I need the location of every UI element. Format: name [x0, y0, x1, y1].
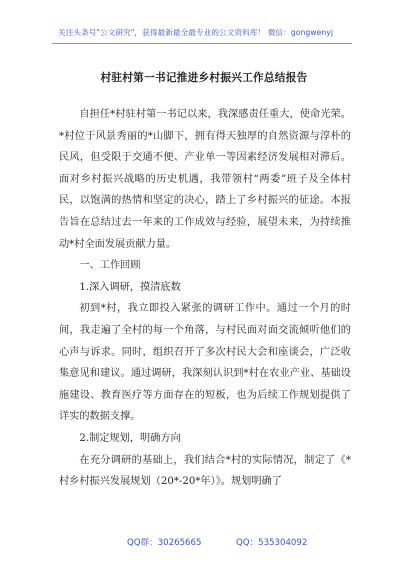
header-divider	[52, 43, 352, 44]
footer-qq-number[interactable]: QQ：535304092	[236, 538, 308, 548]
intro-paragraph: 自担任*村驻村第一书记以来，我深感责任重大，使命光荣。*村位于风景秀丽的*山脚下，拥有得天独厚的自然资源与淳朴的民风，但受限于交通不便、产业单一等因素经济发展相对滞后。面对乡村振兴战略的历史机遇，我带领村“两委”班子及全体村民，以饱满的热情和坚定的决心，踏上了乡村振兴的征途。本报告旨在总结过去一年来的工作成效与经验，展望未来，为持续推动*村全面发展贡献力量。	[59, 109, 351, 250]
footer-qq-group[interactable]: QQ群：30265665	[127, 538, 202, 548]
planning-paragraph: 在充分调研的基础上，我们结合*村的实际情况，制定了《*村乡村振兴发展规划（20*-20*年）》。规划明确了	[59, 454, 351, 488]
header-banner[interactable]: 关注头条号"公文研究"，获得最新最全最专业的公文资料库！ 微信：gongwenyj	[58, 28, 334, 37]
subsection-heading-planning: 2.制定规划，明确方向	[79, 432, 181, 444]
research-paragraph: 初到*村，我立即投入紧张的调研工作中。通过一个月的时间，我走遍了全村的每一个角落，与村民面对面交流倾听他们的心声与诉求。同时，组织召开了多次村民大会和座谈会，广泛收集意见和建议。通过调研，我深刻认识到*村在农业产业、基础设施建设、教育医疗等方面存在的短板，也为后续工作规划提供了详实的数据支撑。	[59, 303, 351, 423]
subsection-heading-research: 1.深入调研，摸清底数	[79, 281, 181, 293]
section-heading-work-review: 一、工作回顾	[79, 260, 141, 272]
document-title: 村驻村第一书记推进乡村振兴工作总结报告	[100, 72, 308, 84]
document-body	[59, 104, 351, 493]
